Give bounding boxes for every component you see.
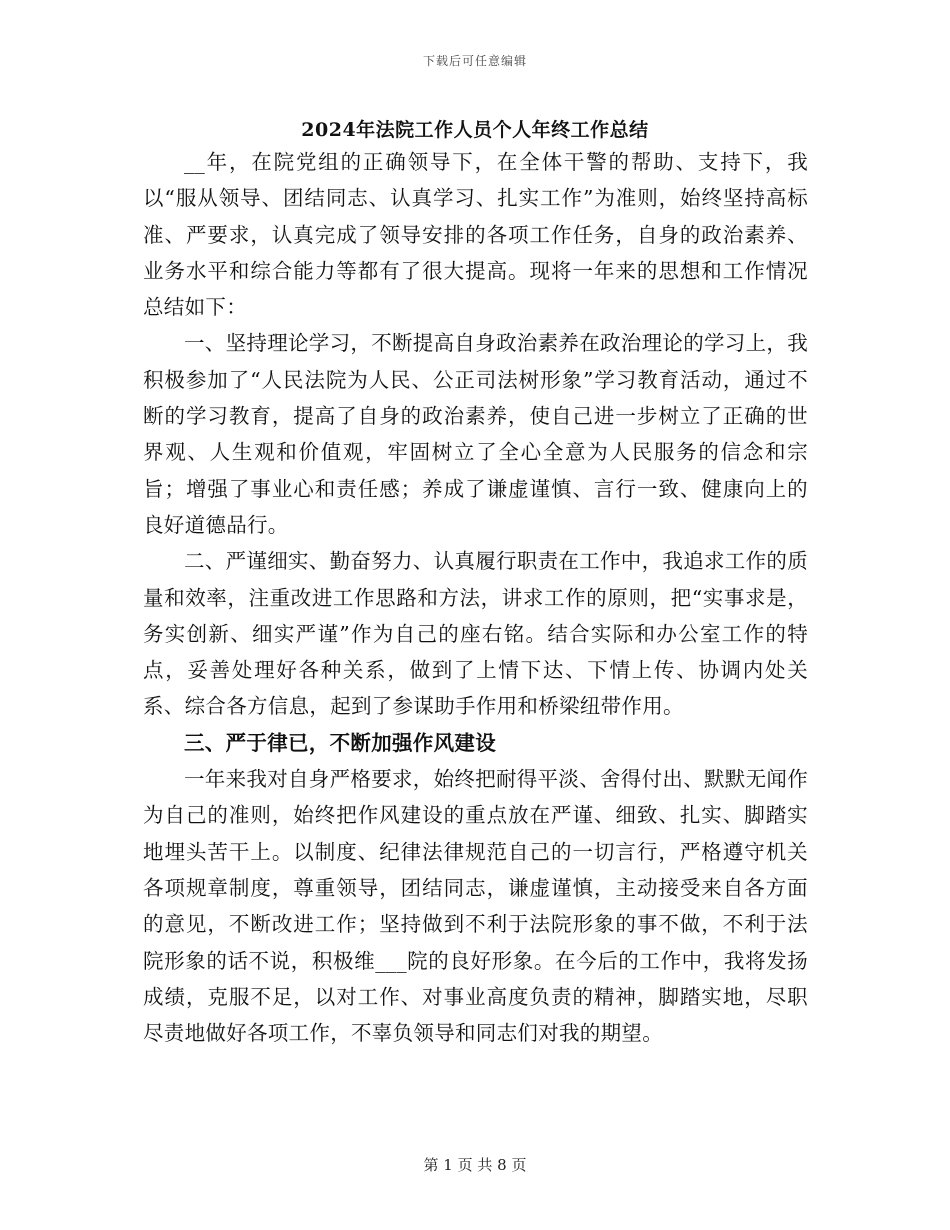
paragraph-intro: __年，在院党组的正确领导下，在全体干警的帮助、支持下，我以“服从领导、团结同志、认真学习、扎实工作”为准则，始终坚持高标准、严要求，认真完成了领导安排的各项工作任务，自身的政治素养、业务水平和综合能力等都有了很大提高。现将一年来的思想和工作情况总结如下： <box>143 150 808 320</box>
page-number: 第 1 页 共 8 页 <box>423 1156 527 1174</box>
document-body <box>143 144 808 1051</box>
paragraph-section-2: 二、严谨细实、勤奋努力、认真履行职责在工作中，我追求工作的质量和效率，注重改进工作思路和方法，讲求工作的原则，把“实事求是，务实创新、细实严谨”作为自己的座右铭。结合实际和办公室工作的特点，妥善处理好各种关系，做到了上情下达、下情上传、协调内处关系、综合各方信息，起到了参谋助手作用和桥梁纽带作用。 <box>143 549 808 719</box>
paragraph-section-3: 一年来我对自身严格要求，始终把耐得平淡、舍得付出、默默无闻作为自己的准则，始终把作风建设的重点放在严谨、细致、扎实、脚踏实地埋头苦干上。以制度、纪律法律规范自己的一切言行，严格遵守机关各项规章制度，尊重领导，团结同志，谦虚谨慎，主动接受来自各方面的意见，不断改进工作；坚持做到不利于法院形象的事不做，不利于法院形象的话不说，积极维___院的良好形象。在今后的工作中，我将发扬成绩，克服不足，以对工作、对事业高度负责的精神，脚踏实地，尽职尽责地做好各项工作，不辜负领导和同志们对我的期望。 <box>143 767 808 1046</box>
section-3-heading: 三、严于律已，不断加强作风建设 <box>184 730 496 755</box>
paragraph-section-1: 一、坚持理论学习，不断提高自身政治素养在政治理论的学习上，我积极参加了“人民法院为人民、公正司法树形象”学习教育活动，通过不断的学习教育，提高了自身的政治素养，使自己进一步树立了正确的世界观、人生观和价值观，牢固树立了全心全意为人民服务的信念和宗旨；增强了事业心和责任感；养成了谦虚谨慎、言行一致、健康向上的良好道德品行。 <box>143 331 808 537</box>
header-note: 下载后可任意编辑 <box>422 54 527 68</box>
document-title: 2024年法院工作人员个人年终工作总结 <box>301 119 649 141</box>
